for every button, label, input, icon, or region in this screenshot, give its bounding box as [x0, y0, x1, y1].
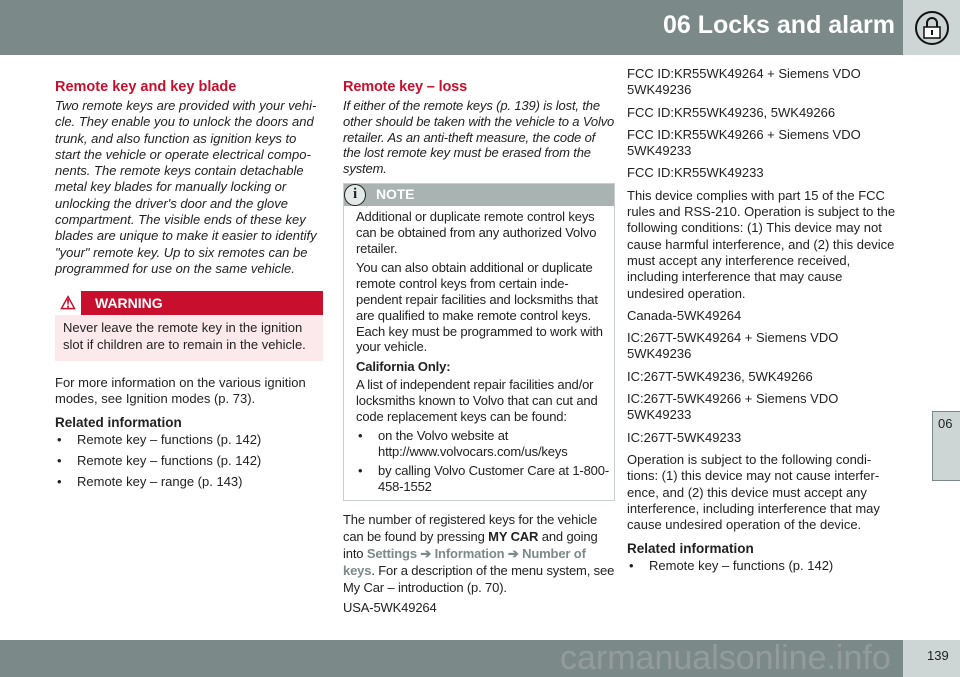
text: . For a description of the menu system, see My Car – introduction (p. 70). [343, 562, 615, 595]
my-car-button-label: MY CAR [488, 528, 539, 544]
related-list [55, 432, 323, 491]
note-box [343, 183, 615, 501]
section-title: Remote key – loss [343, 79, 467, 95]
related-link[interactable]: • Remote key – range (p. 143) [55, 474, 323, 490]
reg-line: This device complies with part 15 of the FCC rules and RSS-210. Operation is subject to the following conditions: (1) This device may not cause harmful interference, and (2) this device must accept any interference received, including interference that may cause undesired operation. [627, 187, 896, 301]
related-link[interactable]: • Remote key – functions (p. 142) [55, 453, 323, 469]
chapter-side-tab[interactable]: 06 [932, 411, 960, 481]
related-title: Related information [55, 415, 182, 431]
note-text: You can also obtain additional or duplicate remote control keys from certain inde-pendent repair facilities and locksmiths that are qualified to make remote control keys. Each key must be programmed to work with your vehicle. [356, 260, 603, 355]
page-number: 139 [927, 648, 949, 663]
warning-label: WARNING [95, 295, 163, 312]
info-icon: i [344, 184, 366, 206]
reg-line: FCC ID:KR55WK49233 [627, 165, 764, 181]
reg-line: IC:267T-5WK49266 + Siemens VDO 5WK49233 [627, 391, 839, 423]
menu-number-of-keys: Number of keys [343, 545, 586, 578]
note-text: Additional or duplicate remote control keys can be obtained from any authorized Volvo retailer. [356, 208, 597, 256]
reg-line: Operation is subject to the following condi-tions: (1) this device may not cause interfer-ence, and (2) this device must accept any interference, including interference that may cause undesired operation of the device. [627, 451, 880, 533]
note-bullet: • by calling Volvo Customer Care at 1-800-458-1552 [356, 463, 610, 495]
note-bullet: • on the Volvo website at http://www.volvocars.com/us/keys [356, 428, 610, 460]
section-title: Remote key and key blade [55, 79, 237, 95]
related-title: Related information [627, 541, 754, 557]
warning-box [55, 291, 323, 361]
watermark: carmanualsonline.info [560, 639, 891, 677]
note-subheading: California Only: [356, 359, 451, 375]
reg-line: FCC ID:KR55WK49236, 5WK49266 [627, 104, 836, 120]
reg-line: FCC ID:KR55WK49266 + Siemens VDO 5WK49233 [627, 126, 861, 159]
registered-keys-paragraph [343, 511, 615, 596]
intro-text: If either of the remote keys (p. 139) is lost, the other should be taken with the vehicle to a Volvo retailer. As an anti-theft measure, the code of the lost remote key must be erased from the system. [343, 98, 615, 177]
chapter-icon-box [903, 0, 960, 55]
reg-line: Canada-5WK49264 [627, 307, 742, 323]
arrow-right-icon: ➔ [416, 545, 435, 561]
ignition-paragraph: For more information on the various ignition modes, see Ignition modes (p. 73). [55, 374, 306, 407]
reg-line: IC:267T-5WK49233 [627, 429, 742, 445]
column-regulatory [627, 66, 902, 579]
text: The number of registered keys for the vehicle can be found by pressing [343, 511, 598, 544]
menu-information: Information [434, 545, 505, 561]
related-link[interactable]: • Remote key – functions (p. 142) [55, 432, 323, 448]
warning-triangle-icon: ⚠ [55, 291, 81, 315]
chapter-title: 06 Locks and alarm [662, 11, 895, 39]
chapter-header [0, 0, 903, 55]
arrow-right-icon: ➔ [504, 545, 523, 561]
note-label: NOTE [376, 186, 415, 203]
column-remote-key [55, 78, 323, 496]
intro-text: Two remote keys are provided with your vehi-cle. They enable you to unlock the doors and trunk, and also function as ignition keys to start the vehicle or operate electrical compo-nents. The remote keys contain detachable metal key blades for manually locking or unlocking the driver's door and the glove compartment. The visible ends of these key blades are unique to make it easier to identify "your" remote key. Up to six remotes can be programmed for use on the same vehicle. [55, 98, 317, 276]
column-key-loss [343, 78, 615, 619]
reg-line: FCC ID:KR55WK49264 + Siemens VDO 5WK49236 [627, 66, 861, 98]
reg-line: IC:267T-5WK49264 + Siemens VDO 5WK49236 [627, 330, 839, 362]
reg-line: IC:267T-5WK49236, 5WK49266 [627, 368, 813, 384]
text: and going into [343, 528, 598, 561]
padlock-icon [915, 11, 949, 45]
related-link[interactable]: • Remote key – functions (p. 142) [627, 558, 902, 574]
usa-id: USA-5WK49264 [343, 599, 437, 615]
note-text: A list of independent repair facilities and/or locksmiths known to Volvo that can cut and code replacement keys can be found: [356, 376, 598, 424]
menu-settings: Settings [366, 545, 417, 561]
warning-text: Never leave the remote key in the ignition slot if children are to remain in the vehicle. [63, 320, 306, 352]
